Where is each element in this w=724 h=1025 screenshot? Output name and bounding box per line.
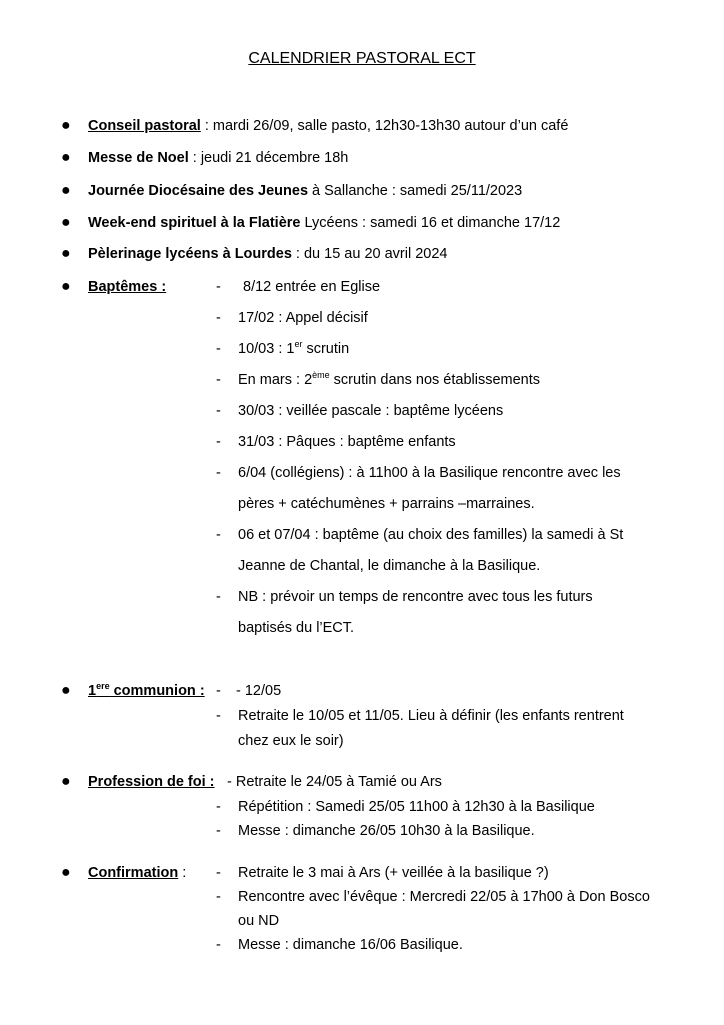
page-title: CALENDRIER PASTORAL ECT [248,50,476,67]
item-label: Week-end spirituel à la Flatière [88,215,301,231]
item-text: : mardi 26/09, salle pasto, 12h30-13h30 autour d’un café [200,118,569,134]
bullet-icon: ● [61,117,71,134]
item-label: Conseil pastoral [88,118,201,134]
bullet-icon: ● [61,182,71,199]
item-text: : du 15 au 20 avril 2024 [291,246,448,262]
list-item: 8/12 entrée en Eglise [243,279,381,295]
section-label: Baptêmes : [88,279,167,295]
bullet-icon: ● [61,773,71,790]
bullet-icon: ● [61,245,71,262]
dash: - [216,683,221,699]
item-label: Messe de Noel [88,150,189,166]
item-text: à Sallanche : samedi 25/11/2023 [308,183,523,199]
bullet-icon: ● [61,149,71,166]
bullet-icon: ● [61,214,71,231]
item-text: : jeudi 21 décembre 18h [188,150,349,166]
dash: - [216,865,221,881]
bullet-icon: ● [61,682,71,699]
list-item: - 12/05 [236,683,282,699]
list-item: - Retraite le 24/05 à Tamié ou Ars [227,774,442,790]
bullet-icon: ● [61,278,71,295]
dash: - [216,279,221,295]
item-label: Journée Diocésaine des Jeunes [88,183,309,199]
item-label: Pèlerinage lycéens à Lourdes [88,246,292,262]
item-text: Lycéens : samedi 16 et dimanche 17/12 [300,215,561,231]
list-item: Retraite le 3 mai à Ars (+ veillée à la basilique ?) [238,865,549,881]
bullet-icon: ● [61,864,71,881]
